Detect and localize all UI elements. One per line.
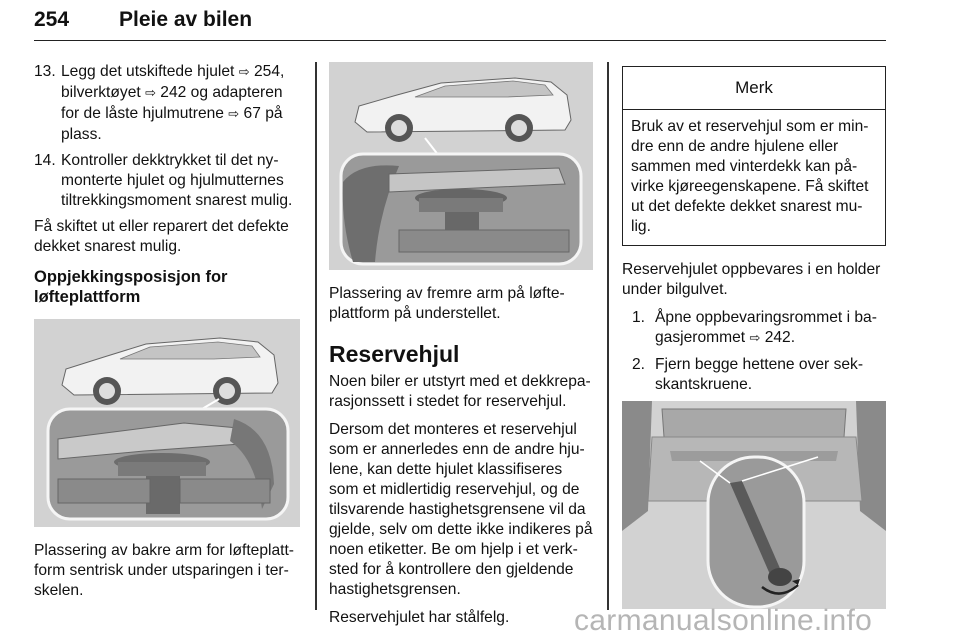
step-text: Åpne oppbevaringsrommet i ba-gasjerommet ⇨ 242.: [655, 309, 877, 346]
step-list-3: [622, 308, 886, 395]
rear-lift-point-illustration: [34, 319, 300, 527]
column-divider-left: [315, 62, 317, 610]
step-item: [34, 62, 300, 145]
luggage-compartment-illustration: [622, 401, 886, 609]
step-text: Kontroller dekktrykket til det ny-monterte hjulet og hjulmutternes tiltrekkingsmoment snarest mulig.: [61, 152, 293, 209]
step-text: Fjern begge hettene over sek-skantskruene.: [655, 356, 864, 393]
note-box: [622, 66, 886, 246]
paragraph-steel-rim: Reservehjulet har stålfelg.: [329, 609, 510, 626]
figure-rear-lift-point: [34, 319, 300, 527]
step-item: [622, 355, 886, 395]
note-title: Merk: [623, 67, 885, 110]
paragraph-replace-tyre: Få skiftet ut eller reparert det defekte dekket snarest mulig.: [34, 218, 289, 255]
step-item: [34, 151, 300, 211]
column-divider-right: [607, 62, 609, 610]
cross-reference-arrow-icon: ⇨: [238, 65, 250, 80]
step-number: 13.: [34, 63, 56, 80]
step-list-1: [34, 62, 300, 211]
note-body: Bruk av et reservehjul som er min-dre enn de andre hjulene eller sammen med vinterdekk kan på-virke kjøreegenskapene. Få skiftet ut det defekte dekket snarest mu-lig.: [631, 118, 869, 235]
step-number: 14.: [34, 152, 56, 169]
step-text: Legg det utskiftede hjulet ⇨ 254, bilverktøyet ⇨ 242 og adapteren for de låste hjulmutrene ⇨ 67 på plass.: [61, 63, 285, 143]
figure-front-lift-point: [329, 62, 593, 270]
paragraph-spare-holder: Reservehjulet oppbevares i en holder under bilgulvet.: [622, 261, 881, 298]
page-header: [34, 6, 886, 41]
column-3: [622, 62, 886, 609]
paragraph-repair-kit: Noen biler er utstyrt med et dekkrepa-rasjonssett i stedet for reservehjul.: [329, 373, 591, 410]
cross-reference-arrow-icon: ⇨: [145, 86, 156, 101]
step-number: 2.: [632, 356, 646, 373]
step-number: 1.: [632, 309, 646, 326]
figure-luggage-compartment: [622, 401, 886, 609]
watermark-text: carmanualsonline.info: [574, 604, 873, 637]
section-heading-spare-wheel: Reservehjul: [329, 341, 460, 367]
section-heading-lift-platform: Oppjekkingsposisjon for løfteplattform: [34, 268, 228, 306]
step-item: [622, 308, 886, 349]
paragraph-temporary-spare: Dersom det monteres et reservehjul som er annerledes enn de andre hju-lene, kan dette hjulet klassifiseres som et midlertidig reservehjul, og de tilsvarende hastighetsgrensene vil da gjelde, selv om dette ikke indikeres på noen etiketter. Be om hjelp i et verk-sted for å kontrollere den gjeldende hastighetsgrensen.: [329, 421, 593, 598]
figure-caption-front: Plassering av fremre arm på løfte-plattform på understellet.: [329, 285, 565, 322]
column-1: [34, 62, 300, 609]
figure-caption-rear: Plassering av bakre arm for løfteplatt-form sentrisk under utsparingen i ter-skelen.: [34, 542, 294, 599]
cross-reference-arrow-icon: ⇨: [749, 331, 761, 346]
cross-reference-arrow-icon: ⇨: [228, 107, 240, 122]
front-lift-point-illustration: [329, 62, 593, 270]
page-title: Pleie av bilen: [119, 8, 253, 31]
column-2: [329, 62, 593, 636]
page-number: 254: [34, 8, 70, 31]
